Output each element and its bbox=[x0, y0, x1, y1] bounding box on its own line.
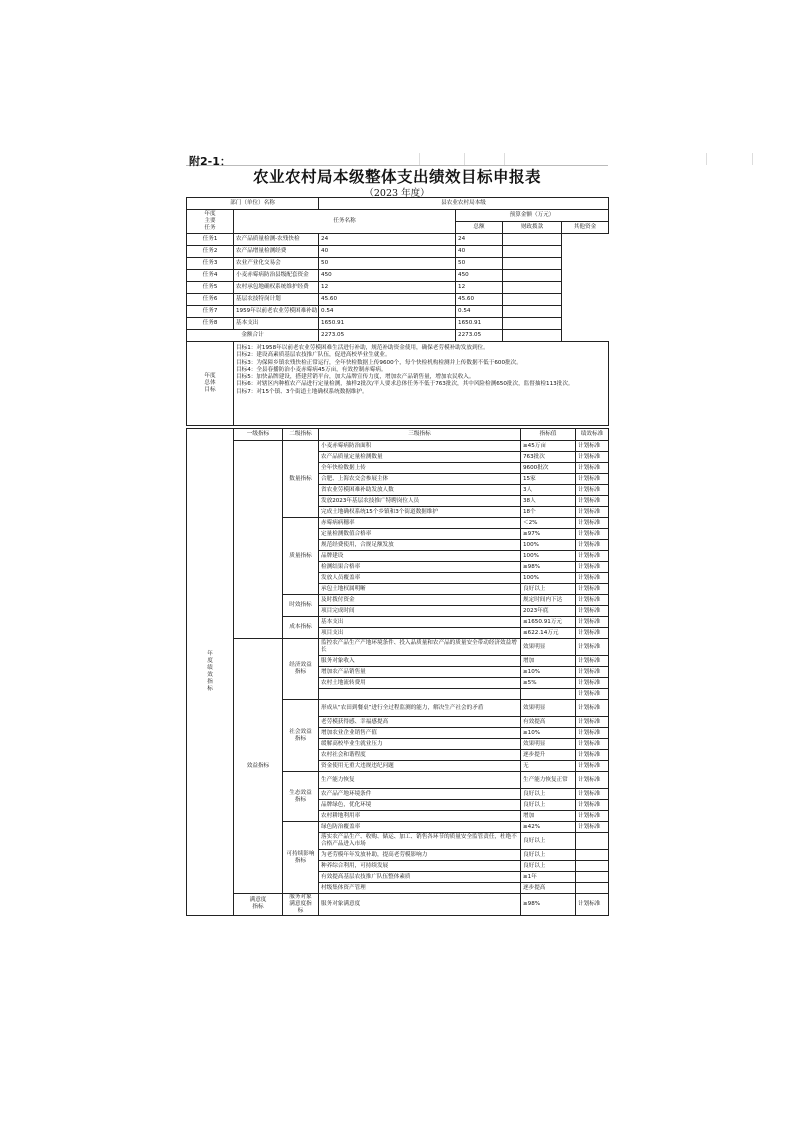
sum-other bbox=[503, 330, 562, 342]
attachment-label: 附2-1： bbox=[189, 155, 231, 168]
task-content: 基层农技特岗计划 bbox=[234, 294, 319, 306]
indicator-name: 及时拨付资金 bbox=[319, 595, 521, 606]
task-row bbox=[187, 318, 609, 330]
tasks-sum-row bbox=[187, 330, 609, 342]
sum-label: 金额合计 bbox=[187, 330, 319, 342]
indicator-basis: 计划标准 bbox=[576, 540, 609, 551]
l2-sustainable: 可持续影响 指标 bbox=[283, 822, 319, 894]
indicator-name: 服务对象满意度 bbox=[319, 894, 521, 916]
task-number: 任务7 bbox=[187, 306, 234, 318]
indicator-name: 合肥、上海农交会参展主体 bbox=[319, 474, 521, 485]
indicator-basis: 计划标准 bbox=[576, 518, 609, 529]
indicator-name: 农村社会和谐程度 bbox=[319, 750, 521, 761]
performance-rows bbox=[187, 429, 609, 916]
task-fiscal: 12 bbox=[456, 282, 503, 294]
indicator-basis: 计划标准 bbox=[576, 496, 609, 507]
task-total: 45.60 bbox=[319, 294, 456, 306]
indicator-name: 生产能力恢复 bbox=[319, 772, 521, 789]
task-content: 农业产业化交易会 bbox=[234, 258, 319, 270]
indicator-value: ≥10% bbox=[521, 667, 576, 678]
task-row bbox=[187, 234, 609, 246]
indicator-name: 完成土地确权系统15个乡镇和3个街道数据维护 bbox=[319, 507, 521, 518]
indicator-name: 缓解高校毕业生就业压力 bbox=[319, 739, 521, 750]
indicator-name: 增加农产品销售量 bbox=[319, 667, 521, 678]
task-other bbox=[503, 306, 562, 318]
l1-output bbox=[234, 441, 283, 639]
indicator-name: 服务对象收入 bbox=[319, 656, 521, 667]
indicator-value: 18个 bbox=[521, 507, 576, 518]
task-number: 任务1 bbox=[187, 234, 234, 246]
task-other bbox=[503, 270, 562, 282]
indicator-value: 15家 bbox=[521, 474, 576, 485]
indicator-name: 有效提高基层农技推广队伍整体素质 bbox=[319, 872, 521, 883]
task-content: 小麦赤霉病防治县级配套资金 bbox=[234, 270, 319, 282]
indicator-value: 763批次 bbox=[521, 452, 576, 463]
indicator-basis: 计划标准 bbox=[576, 441, 609, 452]
indicator-basis: 计划标准 bbox=[576, 562, 609, 573]
l2-timeliness: 时效指标 bbox=[283, 595, 319, 617]
total-header: 总额 bbox=[456, 222, 503, 234]
l1-header: 一级指标 bbox=[234, 429, 283, 441]
indicator-value: ≥10% bbox=[521, 728, 576, 739]
task-row bbox=[187, 294, 609, 306]
l2-header: 二级指标 bbox=[283, 429, 319, 441]
indicator-name: 检测结果合格率 bbox=[319, 562, 521, 573]
indicator-value: 良好以上 bbox=[521, 833, 576, 850]
indicator-value: ≥45万亩 bbox=[521, 441, 576, 452]
indicator-basis: 计划标准 bbox=[576, 606, 609, 617]
indicator-basis: 计划标准 bbox=[576, 667, 609, 678]
indicator-basis: 计划标准 bbox=[576, 728, 609, 739]
indicator-value: 效果明显 bbox=[521, 700, 576, 717]
indicator-basis bbox=[576, 883, 609, 894]
l1-satisfaction: 满意度 指标 bbox=[234, 894, 283, 916]
dept-label: 部门（单位）名称 bbox=[187, 198, 319, 210]
sum-total: 2273.05 bbox=[319, 330, 456, 342]
indicator-name: 定量检测数值合格率 bbox=[319, 529, 521, 540]
indicator-name: 村级集体资产管理 bbox=[319, 883, 521, 894]
indicator-value: 有效提高 bbox=[521, 717, 576, 728]
l2-ecological: 生态效益 指标 bbox=[283, 772, 319, 822]
l1-benefit: 效益指标 bbox=[234, 639, 283, 894]
indicator-basis: 计划标准 bbox=[576, 894, 609, 916]
indicator-basis: 计划标准 bbox=[576, 617, 609, 628]
task-fiscal: 50 bbox=[456, 258, 503, 270]
indicator-basis: 计划标准 bbox=[576, 822, 609, 833]
task-total: 1650.91 bbox=[319, 318, 456, 330]
indicator-basis bbox=[576, 833, 609, 850]
indicator-basis: 计划标准 bbox=[576, 507, 609, 518]
indicator-name: 监控农产品生产产地环境条件、投入品质量和农产品的质量安全带动经济效益增长 bbox=[319, 639, 521, 656]
indicator-basis: 计划标准 bbox=[576, 717, 609, 728]
indicator-name: 增加农业企业销售产值 bbox=[319, 728, 521, 739]
task-total: 450 bbox=[319, 270, 456, 282]
task-fiscal: 40 bbox=[456, 246, 503, 258]
indicator-value: ＜2% bbox=[521, 518, 576, 529]
task-total: 0.54 bbox=[319, 306, 456, 318]
indicator-name: 资金使用无重大违规违纪问题 bbox=[319, 761, 521, 772]
task-total: 12 bbox=[319, 282, 456, 294]
indicator-row bbox=[187, 441, 609, 452]
task-fiscal: 45.60 bbox=[456, 294, 503, 306]
tasks-header-row bbox=[187, 210, 609, 222]
indicator-value: 100% bbox=[521, 540, 576, 551]
annual-goals-text bbox=[234, 342, 609, 426]
task-row bbox=[187, 270, 609, 282]
indicator-value: 38人 bbox=[521, 496, 576, 507]
annual-goals-label: 年度 总体 目标 bbox=[187, 342, 234, 426]
indicator-value: ≥42% bbox=[521, 822, 576, 833]
l2-economic: 经济效益 指标 bbox=[283, 639, 319, 700]
indicator-value bbox=[521, 689, 576, 700]
l2-satisfaction: 服务对象 满意度指 标 bbox=[283, 894, 319, 916]
indicator-basis: 计划标准 bbox=[576, 551, 609, 562]
basis-header: 绩效标准 bbox=[576, 429, 609, 441]
indicator-value: 增加 bbox=[521, 656, 576, 667]
indicator-basis: 计划标准 bbox=[576, 584, 609, 595]
indicator-value: 良好以上 bbox=[521, 789, 576, 800]
task-content: 农产品增量检测经费 bbox=[234, 246, 319, 258]
indicator-value: 生产能力恢复正常 bbox=[521, 772, 576, 789]
indicator-basis bbox=[576, 861, 609, 872]
task-total: 24 bbox=[319, 234, 456, 246]
indicator-value: 无 bbox=[521, 761, 576, 772]
indicator-value: 逐步提升 bbox=[521, 750, 576, 761]
task-other bbox=[503, 234, 562, 246]
task-number: 任务8 bbox=[187, 318, 234, 330]
indicator-value: 增加 bbox=[521, 811, 576, 822]
task-other bbox=[503, 282, 562, 294]
indicator-name: 规范经费使用，合规足额发放 bbox=[319, 540, 521, 551]
indicator-value: 100% bbox=[521, 573, 576, 584]
task-row bbox=[187, 282, 609, 294]
indicator-name: 农村土地流转费用 bbox=[319, 678, 521, 689]
indicator-name: 农产品产地环境条件 bbox=[319, 789, 521, 800]
task-content: 农产品质量检测-农残快检 bbox=[234, 234, 319, 246]
indicator-name: 项目支出 bbox=[319, 628, 521, 639]
indicator-basis: 计划标准 bbox=[576, 811, 609, 822]
indicator-value: ≥5% bbox=[521, 678, 576, 689]
l2-cost: 成本指标 bbox=[283, 617, 319, 639]
l3-header: 三级指标 bbox=[319, 429, 521, 441]
indicator-value: 3人 bbox=[521, 485, 576, 496]
indicator-name: 形成从“农田到餐桌”进行全过程监测的能力，解决生产社会的矛盾 bbox=[319, 700, 521, 717]
goals-row bbox=[187, 342, 609, 426]
indicator-value: ≥98% bbox=[521, 894, 576, 916]
indicator-value: ≥1年 bbox=[521, 872, 576, 883]
task-other bbox=[503, 318, 562, 330]
indicator-value: ≤622.14万元 bbox=[521, 628, 576, 639]
indicator-name: 落实农产品生产、收购、储运、加工、销售各环节的质量安全监管责任，杜绝不合格产品进入市场 bbox=[319, 833, 521, 850]
indicator-name: 省农业劳模困难补助发放人数 bbox=[319, 485, 521, 496]
indicator-basis: 计划标准 bbox=[576, 529, 609, 540]
indicator-value: ≥98% bbox=[521, 562, 576, 573]
task-other bbox=[503, 294, 562, 306]
task-number: 任务4 bbox=[187, 270, 234, 282]
goal-line: 目标6：对辖区内种植农产品进行定量检测，抽样2批次/平人要求总体任务不低于763批次，其中风险检测650批次，监督抽检113批次。 bbox=[236, 381, 574, 388]
goal-line: 目标2：建设高素质基层农技推广队伍，促进高校毕业生就业。 bbox=[236, 352, 391, 359]
task-other bbox=[503, 246, 562, 258]
indicator-basis: 计划标准 bbox=[576, 656, 609, 667]
page-title: 农业农村局本级整体支出绩效目标申报表 bbox=[252, 167, 541, 186]
task-content: 基本支出 bbox=[234, 318, 319, 330]
indicator-value: 100% bbox=[521, 551, 576, 562]
indicator-row bbox=[187, 639, 609, 656]
indicator-name: 种养综合利用，可持续发展 bbox=[319, 861, 521, 872]
indicator-name: 赤霉病病穗率 bbox=[319, 518, 521, 529]
budget-header: 预算金额（万元） bbox=[456, 210, 609, 222]
indicator-basis: 计划标准 bbox=[576, 772, 609, 789]
indicator-name: 小麦赤霉病防治面积 bbox=[319, 441, 521, 452]
task-number: 任务6 bbox=[187, 294, 234, 306]
indicator-name: 发放2023年基层农技推广特聘岗位人员 bbox=[319, 496, 521, 507]
dept-row bbox=[187, 198, 609, 210]
task-rows bbox=[187, 234, 609, 330]
performance-label: 年 度 绩 效 指 标 bbox=[187, 429, 234, 916]
indicator-name: 为老劳模年年发放补助，提高老劳模影响力 bbox=[319, 850, 521, 861]
indicator-basis: 计划标准 bbox=[576, 639, 609, 656]
task-fiscal: 24 bbox=[456, 234, 503, 246]
indicator-basis: 计划标准 bbox=[576, 485, 609, 496]
task-other bbox=[503, 258, 562, 270]
fiscal-header: 财政拨款 bbox=[503, 222, 562, 234]
task-row bbox=[187, 258, 609, 270]
value-header: 指标值 bbox=[521, 429, 576, 441]
indicator-value: ≥97% bbox=[521, 529, 576, 540]
indicator-row bbox=[187, 894, 609, 916]
performance-table bbox=[186, 428, 609, 916]
indicator-name: 农村耕地利用率 bbox=[319, 811, 521, 822]
indicator-basis: 计划标准 bbox=[576, 595, 609, 606]
task-row bbox=[187, 246, 609, 258]
task-fiscal: 1650.91 bbox=[456, 318, 503, 330]
l2-quality: 质量指标 bbox=[283, 518, 319, 595]
task-name-header: 任务名称 bbox=[234, 210, 456, 234]
indicator-name: 品牌建设 bbox=[319, 551, 521, 562]
task-content: 农村承包地确权系统维护经费 bbox=[234, 282, 319, 294]
budget-table bbox=[186, 197, 609, 426]
indicator-name: 品牌绿色，优化环境 bbox=[319, 800, 521, 811]
task-content: 1959年以前老农业劳模困难补助 bbox=[234, 306, 319, 318]
indicator-basis: 计划标准 bbox=[576, 463, 609, 474]
goal-line: 目标3：为保障乡镇农残快检正常运行，全年快检数据上传9600个，每个快检机构检测并上传数据不低于600批次。 bbox=[236, 359, 522, 366]
task-number: 任务5 bbox=[187, 282, 234, 294]
indicator-basis bbox=[576, 850, 609, 861]
indicator-value: 2023年底 bbox=[521, 606, 576, 617]
goal-line: 目标1：对1958年以前老农业劳模困难生活进行补助，规范补助资金使用，确保老劳模补助发放到位。 bbox=[236, 345, 489, 351]
other-header: 其他资金 bbox=[562, 222, 609, 234]
indicator-value: 良好以上 bbox=[521, 800, 576, 811]
goal-line: 目标7：对15个镇、3个街道土地确权系统数据维护。 bbox=[236, 388, 368, 395]
indicator-value: 良好以上 bbox=[521, 850, 576, 861]
indicator-name: 全年快检数据上传 bbox=[319, 463, 521, 474]
perf-header-row bbox=[187, 429, 609, 441]
indicator-basis: 计划标准 bbox=[576, 628, 609, 639]
indicator-basis: 计划标准 bbox=[576, 761, 609, 772]
sum-fiscal: 2273.05 bbox=[456, 330, 503, 342]
indicator-name: 农产品质量定量检测数量 bbox=[319, 452, 521, 463]
indicator-name: 老劳模获得感、幸福感提高 bbox=[319, 717, 521, 728]
l2-social: 社会效益 指标 bbox=[283, 700, 319, 772]
indicator-value: 效果明显 bbox=[521, 639, 576, 656]
indicator-name: 绿色防治覆盖率 bbox=[319, 822, 521, 833]
indicator-value: 逐步提高 bbox=[521, 883, 576, 894]
goal-line: 目标5：加快品牌建设，搭建营销平台，加大品牌宣传力度，增加农产品销售量，增加农民收入。 bbox=[236, 374, 475, 381]
indicator-basis: 计划标准 bbox=[576, 474, 609, 485]
indicator-value: 效果明显 bbox=[521, 739, 576, 750]
indicator-basis: 计划标准 bbox=[576, 739, 609, 750]
indicator-basis: 计划标准 bbox=[576, 689, 609, 700]
indicator-basis: 计划标准 bbox=[576, 452, 609, 463]
indicator-value: 良好以上 bbox=[521, 584, 576, 595]
indicator-basis: 计划标准 bbox=[576, 800, 609, 811]
indicator-value: 规定时间内下达 bbox=[521, 595, 576, 606]
indicator-name: 项目完成时间 bbox=[319, 606, 521, 617]
indicator-value: 良好以上 bbox=[521, 861, 576, 872]
task-number: 任务2 bbox=[187, 246, 234, 258]
indicator-basis bbox=[576, 872, 609, 883]
l2-quantity: 数量指标 bbox=[283, 441, 319, 518]
indicator-basis: 计划标准 bbox=[576, 573, 609, 584]
indicator-basis: 计划标准 bbox=[576, 750, 609, 761]
indicator-name: 基本支出 bbox=[319, 617, 521, 628]
task-row bbox=[187, 306, 609, 318]
annual-tasks-label: 年度 主要 任务 bbox=[187, 210, 234, 234]
indicator-name bbox=[319, 689, 521, 700]
indicator-value: ≤1650.91万元 bbox=[521, 617, 576, 628]
indicator-basis: 计划标准 bbox=[576, 789, 609, 800]
dept-value: 县农业农村局本级 bbox=[319, 198, 609, 210]
page-subtitle: （2023 年度） bbox=[364, 188, 430, 199]
indicator-name: 承包土地权属明晰 bbox=[319, 584, 521, 595]
indicator-name: 发放人员覆盖率 bbox=[319, 573, 521, 584]
goal-line: 目标4：全县春播防治小麦赤霉病45万亩，有效控制赤霉病。 bbox=[236, 366, 387, 373]
task-number: 任务3 bbox=[187, 258, 234, 270]
task-fiscal: 450 bbox=[456, 270, 503, 282]
task-fiscal: 0.54 bbox=[456, 306, 503, 318]
task-total: 40 bbox=[319, 246, 456, 258]
task-total: 50 bbox=[319, 258, 456, 270]
indicator-basis: 计划标准 bbox=[576, 678, 609, 689]
indicator-basis: 计划标准 bbox=[576, 700, 609, 717]
indicator-value: 9600批次 bbox=[521, 463, 576, 474]
